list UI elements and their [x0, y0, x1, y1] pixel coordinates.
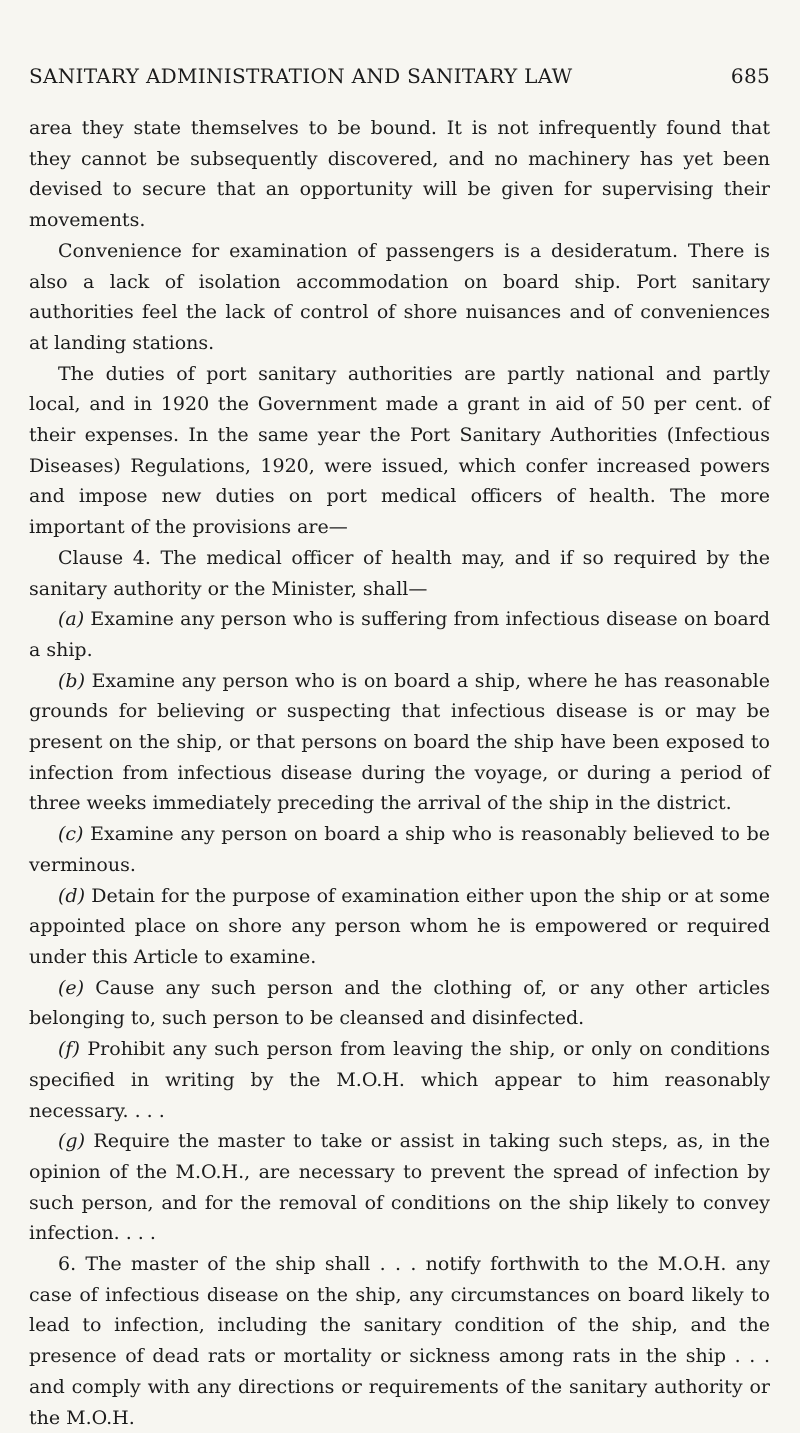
clause-g-text: Require the master to take or assist in taking such steps, as, in the opinion of the M.O.H., are necessary to prevent the spread of infection by such person, and for the removal of conditions on the ship likely to convey infection. . . .: [29, 1130, 770, 1245]
paragraph-clause-4: Clause 4. The medical officer of health may, and if so required by the sanitary authority or the Minister, shall—: [29, 546, 770, 600]
clause-f: [29, 1034, 770, 1126]
paragraph-convenience: Convenience for examination of passengers is a desideratum. There is also a lack of isolation accommodation on board ship. Port sanitary authorities feel the lack of control of shore nuisances and of conveniences at landing stations.: [29, 239, 770, 354]
clause-a-text: Examine any person who is suffering from infectious disease on board a ship.: [29, 608, 770, 661]
clause-a-letter: (a): [58, 608, 85, 631]
running-head: [29, 62, 770, 90]
clause-c-letter: (c): [58, 823, 84, 846]
clause-b-text: Examine any person who is on board a ship, where he has reasonable grounds for believing or suspecting that infectious disease is or may be present on the ship, or that persons on board the ship have been exposed to infection from infectious disease during the voyage, or during a period of three weeks immediately preceding the arrival of the ship in the district.: [29, 669, 770, 815]
clause-d: [29, 881, 770, 973]
clause-d-letter: (d): [58, 884, 85, 907]
body-text: [29, 113, 770, 1433]
clause-f-text: Prohibit any such person from leaving the ship, or only on conditions specified in writing by the M.O.H. which appear to him reasonably necessary. . . .: [29, 1038, 770, 1122]
clause-a: [29, 604, 770, 665]
clause-b-letter: (b): [58, 669, 85, 692]
clause-e: [29, 973, 770, 1034]
clause-b: [29, 666, 770, 820]
clause-e-letter: (e): [58, 976, 85, 999]
running-title: SANITARY ADMINISTRATION AND SANITARY LAW: [29, 64, 573, 88]
clause-e-text: Cause any such person and the clothing of, or any other articles belonging to, such person to be cleansed and disinfected.: [29, 976, 770, 1030]
clause-f-letter: (f): [58, 1038, 80, 1061]
clause-d-text: Detain for the purpose of examination either upon the ship or at some appointed place on shore any person whom he is empowered or required under this Article to examine.: [29, 884, 770, 968]
paragraph-duties: The duties of port sanitary authorities are partly national and partly local, and in 1920 the Government made a grant in aid of 50 per cent. of their expenses. In the same year the Port Sanitary Authorities (Infectious Diseases) Regulations, 1920, were issued, which confer increased powers and impose new duties on port medical officers of health. The more important of the provisions are—: [29, 362, 770, 539]
clause-c-text: Examine any person on board a ship who is reasonably believed to be verminous.: [29, 823, 770, 876]
clause-g-letter: (g): [58, 1130, 85, 1153]
page-number: 685: [730, 64, 770, 88]
paragraph-continuation: area they state themselves to be bound. It is not infrequently found that they cannot be subsequently discovered, and no machinery has yet been devised to secure that an opportunity will be given for supervising their movements.: [29, 117, 770, 232]
clause-g: [29, 1126, 770, 1249]
paragraph-clause-6: 6. The master of the ship shall . . . notify forthwith to the M.O.H. any case of infectious disease on the ship, any circumstances on board likely to lead to infection, including the sanitary condition of the ship, and the presence of dead rats or mortality or sickness among rats in the ship . . . and comply with any directions or requirements of the sanitary authority or the M.O.H.: [29, 1253, 770, 1429]
clause-c: [29, 819, 770, 880]
